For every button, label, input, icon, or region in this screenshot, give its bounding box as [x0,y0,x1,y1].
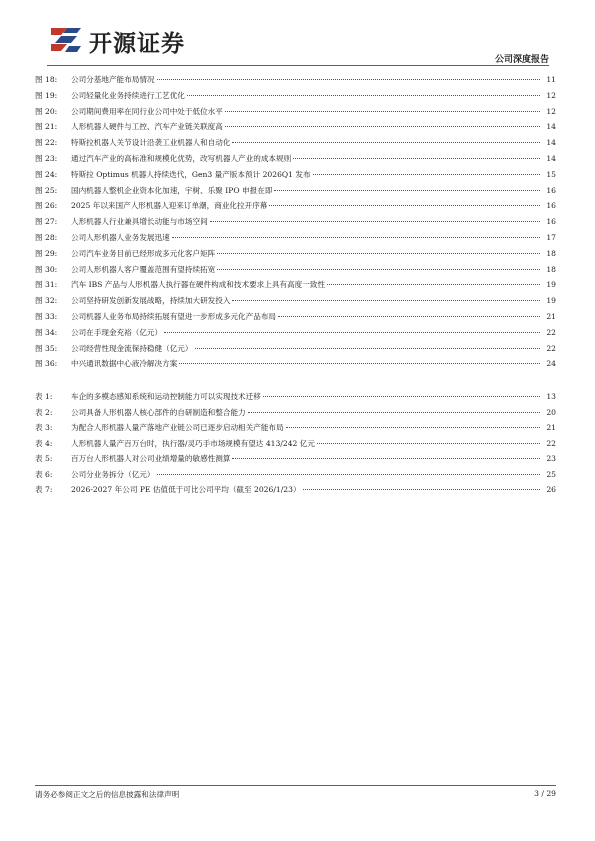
dot-leader [248,412,540,413]
entry-title: 公司分基地产能布局情况 [71,75,155,84]
dot-leader [293,158,540,159]
entry-title: 汽车 IBS 产品与人形机器人执行器在硬件构成和技术要求上具有高度一致性 [71,280,326,290]
brand-name: 开源证券 [89,31,185,57]
figure-index-entry[interactable] [35,214,556,230]
entry-title: 人形机器人硬件与工控、汽车产业链关联度高 [71,122,223,132]
page-number: 3 / 29 [534,789,556,798]
entry-title: 2026-2027 年公司 PE 估值低于可比公司平均（截至 2026/1/23） [71,485,301,494]
dot-leader [157,474,540,475]
dot-leader [263,396,540,397]
table-index-entry[interactable] [35,451,556,467]
entry-title: 特斯拉 Optimus 机器人持续迭代，Gen3 量产版本预计 2026Q1 发布 [71,169,311,179]
entry-title: 公司人形机器人客户覆盖范围有望持续拓宽 [71,264,216,274]
entry-title: 人形机器人行业兼具增长动能与市场空间 [71,217,208,227]
figure-index-entry[interactable] [35,72,556,88]
dot-leader [195,348,541,349]
entry-number: 表 6: [35,469,53,479]
disclaimer-note: 请务必参阅正文之后的信息披露和法律声明 [35,790,180,799]
entry-page-number: 21 [546,423,556,432]
figure-index-entry[interactable] [35,167,556,183]
entry-title: 特斯拉机器人关节设计沿袭工业机器人和自动化 [71,138,231,148]
entry-title: 为配合人形机器人量产落地产业链公司已逐步启动相关产能布局 [71,423,284,432]
entry-page-number: 13 [546,392,556,401]
entry-title: 公司坚持研发创新发展战略，持续加大研发投入 [71,296,231,306]
entry-page-number: 21 [546,311,556,321]
entry-number: 图 32: [35,296,58,306]
entry-title: 公司在手现金充裕（亿元） [71,327,163,337]
entry-page-number: 18 [546,264,556,274]
table-index-entry[interactable] [35,436,556,452]
entry-title: 公司分业务拆分（亿元） [71,469,155,479]
table-index-entry[interactable] [35,467,556,483]
entry-number: 图 29: [35,248,58,258]
dot-leader [232,300,540,301]
entry-page-number: 14 [546,153,556,163]
dot-leader [278,316,540,317]
figure-index-entry[interactable] [35,88,556,104]
entry-title: 公司具备人形机器人核心部件的自研制造和整合能力 [71,407,246,417]
entry-title: 车企的多模态感知系统和运动控制能力可以实现技术迁移 [71,392,261,401]
entry-title: 公司人形机器人业务发展迅速 [71,232,170,242]
entry-number: 图 25: [35,185,58,195]
entry-page-number: 26 [546,485,556,494]
entry-title: 中兴通讯数据中心液冷解决方案 [71,359,178,369]
dot-leader [274,190,540,191]
entry-page-number: 16 [546,185,556,195]
entry-number: 图 23: [35,153,58,163]
figure-index-entry[interactable] [35,356,556,372]
entry-page-number: 15 [546,169,556,179]
entry-page-number: 24 [546,359,556,369]
dot-leader [164,332,540,333]
entry-number: 表 4: [35,438,53,448]
entry-page-number: 14 [546,138,556,148]
entry-page-number: 14 [546,122,556,132]
dot-leader [232,142,540,143]
entry-number: 图 26: [35,201,58,211]
entry-page-number: 20 [546,407,556,417]
dot-leader [210,221,540,222]
dot-leader [303,489,540,490]
entry-title: 百万台人形机器人对公司业绩增量的敏感性测算 [71,454,231,463]
entry-page-number: 19 [546,280,556,290]
dot-leader [217,253,540,254]
figure-index-entry[interactable] [35,230,556,246]
entry-number: 图 22: [35,138,58,148]
entry-title: 公司机器人业务布局持续拓展有望进一步形成多元化产品布局 [71,311,277,321]
entry-number: 图 27: [35,217,58,227]
entry-number: 表 7: [35,485,53,494]
entry-number: 图 31: [35,280,58,290]
dot-leader [313,174,540,175]
entry-number: 图 33: [35,311,58,321]
entry-title: 公司汽车业务目前已经形成多元化客户矩阵 [71,248,216,258]
entry-number: 表 1: [35,392,53,401]
figure-index-entry[interactable] [35,104,556,120]
figure-index-entry[interactable] [35,262,556,278]
entry-title: 公司轻量化业务持续进行工艺优化 [71,90,185,100]
entry-page-number: 18 [546,248,556,258]
entry-page-number: 22 [546,343,556,353]
entry-number: 表 2: [35,407,53,417]
footer-divider [35,785,556,786]
dot-leader [269,205,540,206]
entry-number: 图 34: [35,327,58,337]
dot-leader [225,111,540,112]
figure-index-entry[interactable] [35,198,556,214]
figure-index-entry[interactable] [35,277,556,293]
entry-page-number: 22 [546,438,556,448]
table-index-entry[interactable] [35,482,556,498]
figure-index-entry[interactable] [35,151,556,167]
entry-page-number: 12 [546,90,556,100]
dot-leader [286,427,540,428]
dot-leader [187,95,540,96]
figure-index-entry[interactable] [35,293,556,309]
entry-title: 2025 年以来国产人形机器人迎来订单潮，商业化拉开序幕 [71,201,268,211]
figure-index-entry[interactable] [35,246,556,262]
entry-number: 图 35: [35,343,58,353]
entry-number: 图 36: [35,359,58,369]
dot-leader [317,443,540,444]
figure-index-entry[interactable] [35,119,556,135]
entry-page-number: 23 [546,454,556,463]
dot-leader [157,79,540,80]
entry-number: 图 19: [35,90,58,100]
entry-title: 人形机器人量产百万台时，执行器/灵巧手市场规模有望达 413/242 亿元 [71,438,315,448]
table-index-entry[interactable] [35,405,556,421]
entry-title: 通过汽车产业的高标准和规模化优势，改写机器人产业的成本规则 [71,153,292,163]
kaiyuan-securities-logo-icon [47,24,83,56]
dot-leader [217,269,540,270]
entry-number: 图 21: [35,122,58,132]
entry-page-number: 19 [546,296,556,306]
table-index-entry[interactable] [35,389,556,405]
entry-number: 图 30: [35,264,58,274]
figure-index-entry[interactable] [35,341,556,357]
entry-page-number: 16 [546,217,556,227]
table-index [35,389,556,498]
entry-number: 图 28: [35,232,58,242]
entry-number: 表 5: [35,454,53,463]
entry-number: 表 3: [35,423,53,432]
figure-index-entry[interactable] [35,183,556,199]
dot-leader [179,363,540,364]
entry-page-number: 11 [546,75,556,84]
figure-index-entry[interactable] [35,135,556,151]
dot-leader [225,126,540,127]
entry-number: 图 24: [35,169,58,179]
entry-number: 图 20: [35,106,58,116]
entry-page-number: 17 [546,232,556,242]
entry-number: 图 18: [35,75,58,84]
entry-title: 国内机器人整机企业资本化加速，宇树、乐聚 IPO 申报在即 [71,185,273,195]
header-divider [47,65,549,66]
dot-leader [232,458,540,459]
figure-index-entry[interactable] [35,309,556,325]
entry-page-number: 12 [546,106,556,116]
dot-leader [172,237,540,238]
figure-index-entry[interactable] [35,325,556,341]
dot-leader [327,284,540,285]
entry-title: 公司期间费用率在同行业公司中处于低位水平 [71,106,223,116]
entry-page-number: 25 [546,469,556,479]
entry-page-number: 16 [546,201,556,211]
entry-title: 公司经营性现金流保持稳健（亿元） [71,343,193,353]
entry-page-number: 22 [546,327,556,337]
table-index-entry[interactable] [35,420,556,436]
report-type-label: 公司深度报告 [494,55,549,65]
figure-index [35,72,556,372]
company-logo [47,24,217,56]
